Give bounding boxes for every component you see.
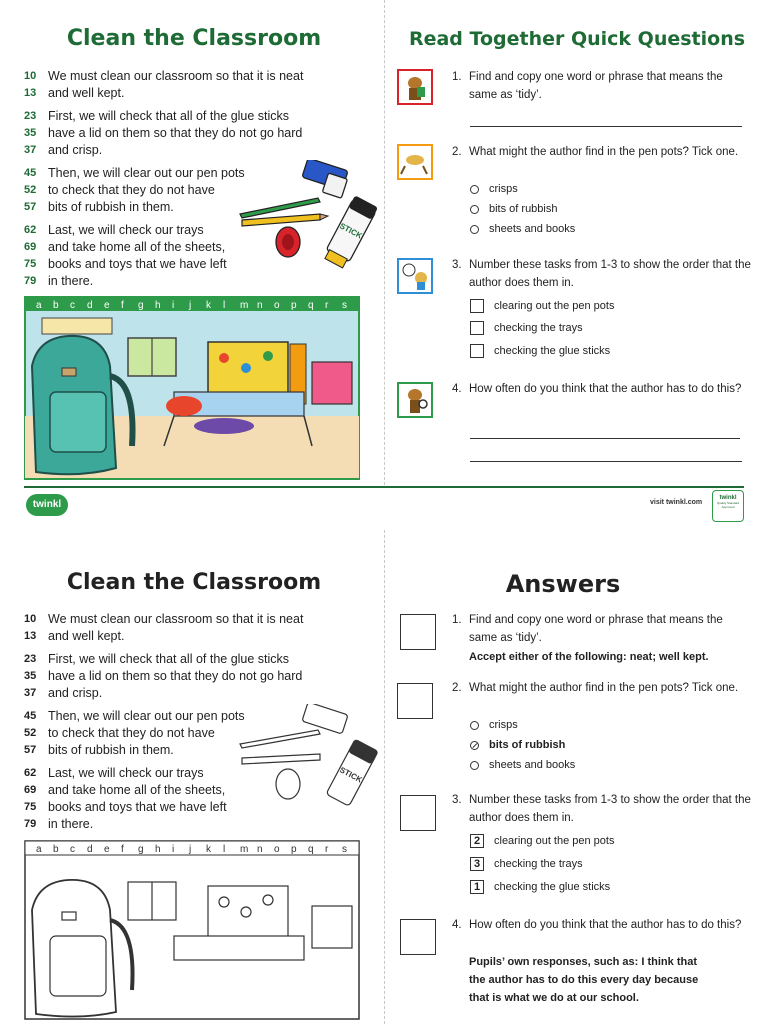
line-number: 45 (24, 710, 37, 722)
eraser-icon (302, 704, 348, 734)
alphabet-letter: c (70, 300, 75, 311)
order-number: 3 (470, 857, 484, 871)
pencil-icon (242, 754, 320, 764)
line-number: 35 (24, 127, 37, 139)
visit-twinkl-link[interactable]: visit twinkl.com (650, 499, 703, 506)
option-label: crisps (489, 183, 518, 195)
option-label: checking the glue sticks (494, 881, 611, 893)
question-text: How often do you think that the author has to do this? (469, 383, 742, 395)
answer-task-trays (470, 857, 583, 871)
passage-line: books and toys that we have left (48, 257, 227, 271)
passage-line: First, we will check that all of the glue sticks (48, 109, 290, 123)
alphabet-letter: e (104, 300, 110, 311)
line-number: 13 (24, 87, 37, 99)
glue-stick-label: STICK (338, 765, 364, 785)
question-number: 1. (452, 71, 462, 83)
passage-line: Last, we will check our trays (48, 223, 204, 237)
alphabet-letter: j (189, 844, 192, 855)
question-text: What might the author find in the pen pots? Tick one. (469, 682, 739, 694)
passage-line: Then, we will clear out our pen pots (48, 166, 245, 180)
tape-icon (276, 769, 300, 799)
question-text: What might the author find in the pen pots? Tick one. (469, 146, 739, 158)
alphabet-letter: d (87, 300, 93, 311)
alphabet-letter: d (87, 844, 93, 855)
answer-option-bits-of-rubbish (470, 739, 565, 751)
alphabet-letter: r (325, 300, 329, 311)
option-label: sheets and books (489, 223, 576, 235)
question-number: 1. (452, 614, 462, 626)
option-crisps[interactable] (470, 183, 518, 195)
passage-paragraph (24, 108, 369, 159)
passage-line: bits of rubbish in them. (48, 743, 174, 757)
option-bits-of-rubbish[interactable] (470, 203, 557, 215)
alphabet-letter: g (138, 300, 144, 311)
alphabet-letter: s (342, 300, 347, 311)
passage-line: Last, we will check our trays (48, 766, 204, 780)
alphabet-letter: r (325, 844, 329, 855)
passage-line: books and toys that we have left (48, 800, 227, 814)
tape-icon (276, 227, 300, 257)
order-number: 1 (470, 880, 484, 894)
answer-line[interactable] (470, 461, 742, 462)
alphabet-letter: l (223, 300, 226, 311)
passage-paragraph (24, 611, 369, 645)
bottom-title-left: Clean the Classroom (66, 570, 322, 595)
passage-line: in there. (48, 274, 94, 288)
passage-paragraph (24, 68, 369, 102)
classroom-illustration (24, 296, 360, 480)
radio-button-selected (470, 741, 479, 750)
line-number: 35 (24, 670, 37, 682)
option-label: clearing out the pen pots (494, 300, 615, 312)
passage-line: in there. (48, 817, 94, 831)
question-text: How often do you think that the author has to do this? (469, 919, 742, 931)
answer-line-text: Pupils’ own responses, such as: I think that (469, 956, 697, 968)
answer-question-3 (452, 791, 752, 827)
alphabet-letter: i (172, 300, 175, 311)
option-label: sheets and books (489, 759, 576, 771)
classroom-illustration-outline (24, 840, 360, 1020)
question-number: 4. (452, 919, 462, 931)
answer-line-text: the author has to do this every day because (469, 974, 699, 986)
alphabet-letter: k (206, 300, 211, 311)
answer-option-sheets-and-books (470, 759, 575, 771)
passage-line: We must clean our classroom so that it is neat (48, 612, 304, 626)
alphabet-letter: p (291, 300, 297, 311)
answer-question-4 (452, 916, 752, 934)
alphabet-letter: c (70, 844, 75, 855)
question-1 (452, 68, 752, 104)
alphabet-letter: i (172, 844, 175, 855)
passage-line: and take home all of the sheets, (48, 240, 226, 254)
line-number: 37 (24, 687, 37, 699)
alphabet-letter: h (155, 844, 161, 855)
characters-thinking-icon (400, 795, 436, 831)
alphabet-letter: a (36, 300, 42, 311)
line-number: 57 (24, 201, 37, 213)
line-number: 57 (24, 744, 37, 756)
dog-jumping-icon (397, 144, 433, 180)
question-number: 3. (452, 259, 462, 271)
answer-line[interactable] (470, 126, 742, 127)
alphabet-letter: s (342, 844, 347, 855)
option-label: bits of rubbish (489, 739, 566, 751)
answer-question-2 (452, 679, 752, 697)
alphabet-letter: f (121, 844, 124, 855)
passage-paragraph (24, 651, 369, 702)
center-divider-top (384, 0, 385, 485)
answer-4 (469, 953, 698, 1007)
alphabet-letter: f (121, 300, 124, 311)
stationery-illustration-outline (236, 704, 378, 822)
passage-line: and take home all of the sheets, (48, 783, 226, 797)
alphabet-letter: a (36, 844, 42, 855)
order-box[interactable] (470, 344, 484, 358)
question-2 (452, 143, 752, 161)
top-title-right: Read Together Quick Questions (408, 28, 746, 50)
line-number: 10 (24, 613, 37, 625)
alphabet-letter: o (274, 300, 280, 311)
answer-line[interactable] (470, 438, 740, 439)
answer-option-crisps (470, 719, 518, 731)
line-number: 23 (24, 110, 37, 122)
line-number: 62 (24, 767, 37, 779)
line-number: 10 (24, 70, 37, 82)
passage-line: have a lid on them so that they do not go hard (48, 669, 303, 683)
passage-line: to check that they do not have (48, 726, 215, 740)
glue-stick-label: STICK (338, 221, 364, 241)
alphabet-letter: q (308, 844, 314, 855)
alphabet-letter: p (291, 844, 297, 855)
alphabet-letter: l (223, 844, 226, 855)
detective-dog-icon (400, 919, 436, 955)
line-number: 23 (24, 653, 37, 665)
passage-line: and crisp. (48, 143, 103, 157)
glue-stick-icon (326, 739, 378, 806)
line-number: 69 (24, 241, 37, 253)
alphabet-letter: j (189, 300, 192, 311)
radio-button (470, 721, 479, 730)
order-box[interactable] (470, 321, 484, 335)
option-label: checking the trays (494, 858, 583, 870)
alphabet-letter: e (104, 844, 110, 855)
line-number: 75 (24, 801, 37, 813)
line-number: 75 (24, 258, 37, 270)
stationery-illustration (236, 160, 378, 278)
alphabet-letter: b (53, 300, 59, 311)
passage-line: Then, we will clear out our pen pots (48, 709, 245, 723)
question-number: 2. (452, 682, 462, 694)
line-number: 45 (24, 167, 37, 179)
option-label: checking the glue sticks (494, 345, 611, 357)
characters-thinking-icon (397, 258, 433, 294)
dog-jumping-icon (397, 683, 433, 719)
alphabet-letter: n (257, 844, 263, 855)
footer-rule (24, 486, 744, 488)
badge-logo: twinkl (719, 495, 737, 501)
question-number: 3. (452, 794, 462, 806)
option-sheets-and-books[interactable] (470, 223, 575, 235)
line-number: 79 (24, 275, 37, 287)
dog-reading-icon (400, 614, 436, 650)
alphabet-letter: h (155, 300, 161, 311)
radio-button[interactable] (470, 205, 479, 214)
alphabet-letter: k (206, 844, 211, 855)
question-text: Find and copy one word or phrase that means the same as ‘tidy’. (469, 614, 723, 644)
question-number: 4. (452, 383, 462, 395)
order-box[interactable] (470, 299, 484, 313)
line-number: 13 (24, 630, 37, 642)
passage-line: bits of rubbish in them. (48, 200, 174, 214)
bottom-title-right: Answers (505, 570, 621, 598)
alphabet-letter: b (53, 844, 59, 855)
option-label: crisps (489, 719, 518, 731)
order-number: 2 (470, 834, 484, 848)
radio-button[interactable] (470, 185, 479, 194)
answer-1: Accept either of the following: neat; well kept. (469, 651, 709, 663)
top-title-left: Clean the Classroom (66, 26, 322, 51)
passage-line: and well kept. (48, 86, 125, 100)
pen-icon (240, 730, 320, 748)
alphabet-letter: g (138, 844, 144, 855)
question-4 (452, 380, 752, 398)
question-text: Number these tasks from 1-3 to show the order that the author does them in. (469, 794, 751, 824)
question-3 (452, 256, 752, 292)
passage-line: We must clean our classroom so that it is neat (48, 69, 304, 83)
detective-dog-icon (397, 382, 433, 418)
option-label: checking the trays (494, 322, 583, 334)
passage-line: to check that they do not have (48, 183, 215, 197)
twinkl-logo[interactable]: twinkl (26, 494, 68, 516)
task-pen-pots[interactable] (470, 299, 614, 313)
radio-button[interactable] (470, 225, 479, 234)
answer-question-1 (452, 611, 752, 647)
passage-line: and well kept. (48, 629, 125, 643)
task-trays[interactable] (470, 321, 583, 335)
center-divider-bottom (384, 530, 385, 1024)
task-glue-sticks[interactable] (470, 344, 610, 358)
alphabet-letter: m (240, 300, 249, 311)
question-text: Find and copy one word or phrase that means the same as ‘tidy’. (469, 71, 723, 101)
question-number: 2. (452, 146, 462, 158)
alphabet-letter: q (308, 300, 314, 311)
option-label: clearing out the pen pots (494, 835, 615, 847)
alphabet-letter: m (240, 844, 249, 855)
glue-stick-icon (322, 195, 378, 269)
answer-line-text: that is what we do at our school. (469, 992, 639, 1004)
eraser-icon (302, 160, 348, 198)
option-label: bits of rubbish (489, 203, 558, 215)
alphabet-letter: o (274, 844, 280, 855)
quality-badge (712, 490, 744, 522)
dog-reading-icon (397, 69, 433, 105)
radio-button (470, 761, 479, 770)
passage-line: have a lid on them so that they do not go hard (48, 126, 303, 140)
alphabet-letter: n (257, 300, 263, 311)
badge-subtitle: Quality Standard Approved (716, 501, 740, 509)
passage-line: First, we will check that all of the glue sticks (48, 652, 290, 666)
line-number: 62 (24, 224, 37, 236)
line-number: 37 (24, 144, 37, 156)
line-number: 52 (24, 727, 37, 739)
line-number: 69 (24, 784, 37, 796)
line-number: 79 (24, 818, 37, 830)
question-text: Number these tasks from 1-3 to show the order that the author does them in. (469, 259, 751, 289)
passage-line: and crisp. (48, 686, 103, 700)
line-number: 52 (24, 184, 37, 196)
answer-task-glue-sticks (470, 880, 610, 894)
answer-task-pen-pots (470, 834, 614, 848)
